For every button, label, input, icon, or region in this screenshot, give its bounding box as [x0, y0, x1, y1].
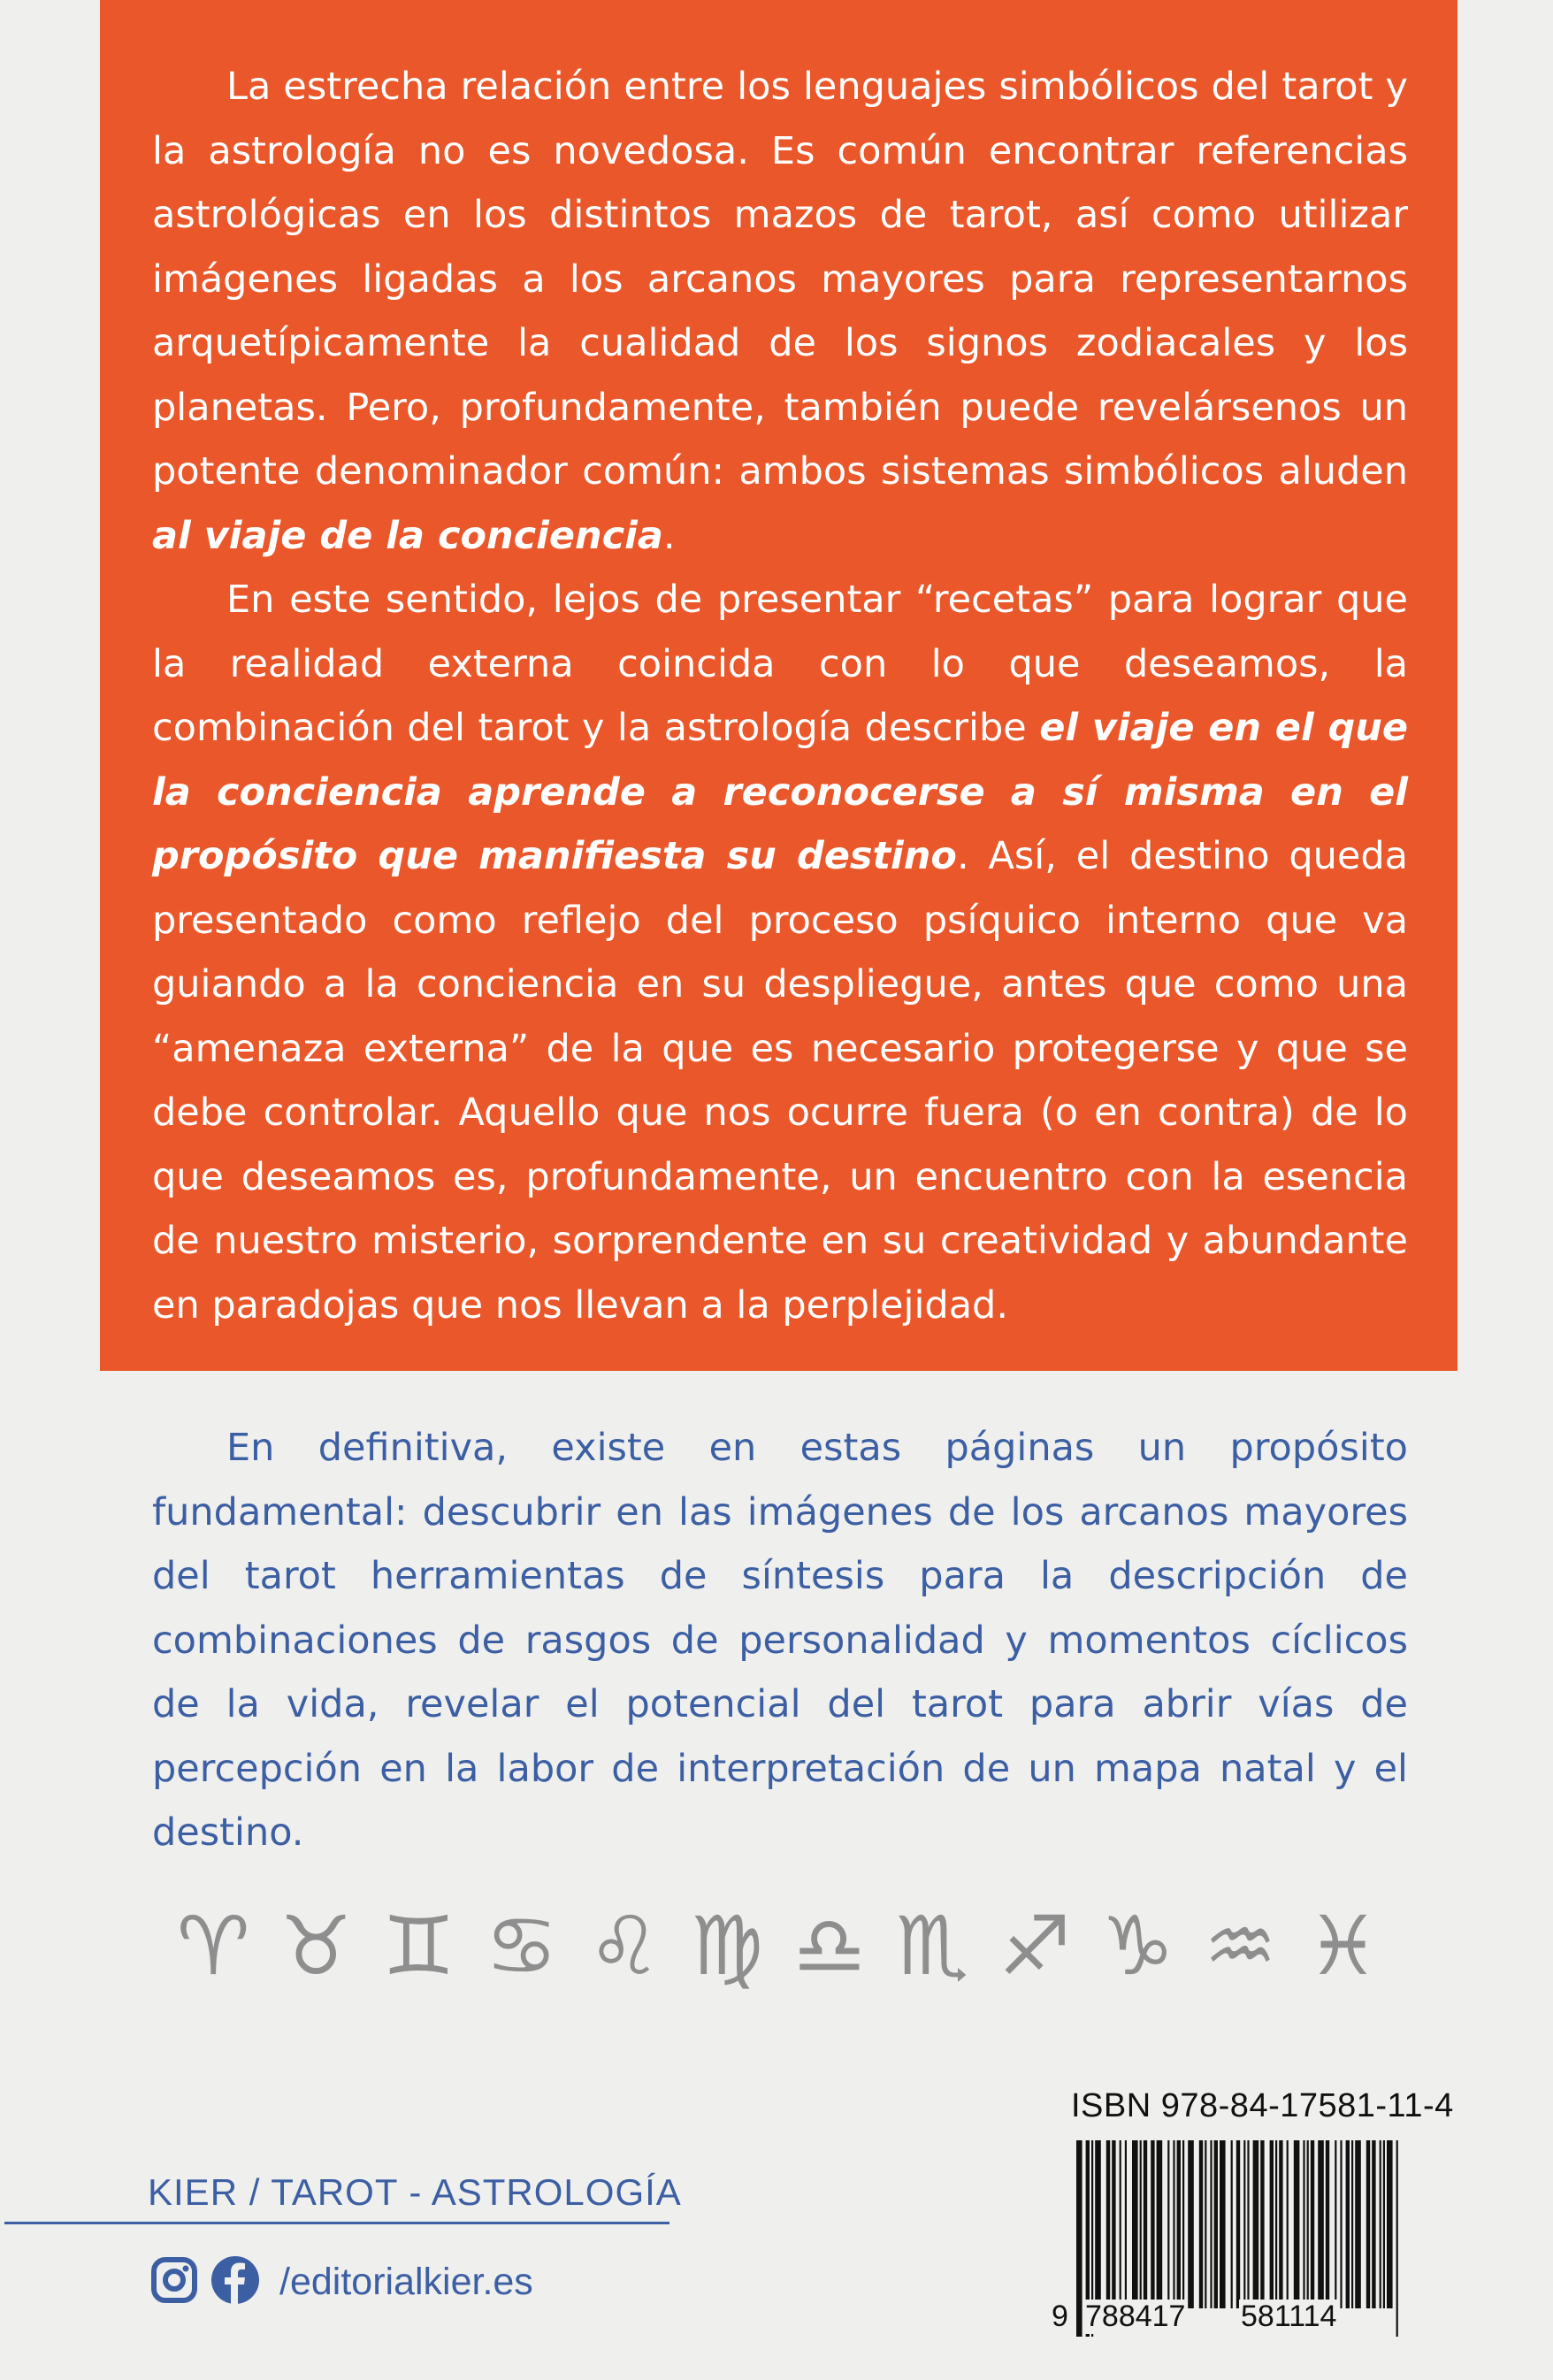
leo-icon: ♌︎ [587, 1898, 661, 1994]
barcode-bar [1260, 2140, 1264, 2308]
barcode-bar [1326, 2140, 1329, 2308]
social-handle[interactable]: /editorialkier.es [279, 2260, 533, 2303]
barcode-bar [1236, 2140, 1240, 2308]
barcode-bar [1205, 2140, 1206, 2308]
barcode-bar [1177, 2140, 1181, 2308]
synopsis-paragraph-2: En este sentido, lejos de presentar “recetas” para lograr que la realidad externa coincida con lo que deseamos, la combinación del tarot y la astrología describe el viaje en el que la conciencia aprende a reconocerse a sí misma en el propósito que manifiesta su destino. Así, el destino queda presentado como reflejo del proceso psíquico interno que va guiando a la conciencia en su despliegue, antes que como una “amenaza externa” de la que es necesario protegerse y que se debe controlar. Aquello que nos ocurre fuera (o en contra) de lo que deseamos es, profundamente, un encuentro con la esencia de nuestro misterio, sorprendente en su creatividad y abundante en paradojas que nos llevan a la perplejidad. [152, 578, 1409, 1328]
barcode-bar [1346, 2140, 1350, 2308]
barcode-bar [1182, 2140, 1184, 2308]
aquarius-icon: ♒︎ [1204, 1898, 1277, 1994]
cancer-icon: ♋︎ [485, 1898, 558, 1994]
barcode-bar [1106, 2140, 1110, 2308]
emphasis-2: el viaje en el que la conciencia aprende a reconocerse a sí misma en el propósito que manifiesta su destino [152, 706, 1409, 878]
barcode-bar [1303, 2140, 1304, 2308]
barcode-bar [1372, 2140, 1375, 2308]
barcode-bar [1125, 2140, 1127, 2308]
barcode-bar [1366, 2140, 1370, 2308]
scorpio-icon: ♏︎ [895, 1898, 969, 1994]
barcode-bar [1188, 2140, 1194, 2308]
barcode-bar [1247, 2140, 1249, 2308]
barcode-bar [1340, 2140, 1342, 2308]
barcode-bar [1275, 2140, 1277, 2308]
barcode-bar [1335, 2140, 1336, 2308]
synopsis-paragraph-3: En definitiva, existe en estas páginas un propósito fundamental: descubrir en las imágenes de los arcanos mayores del tarot herramientas de síntesis para la descripción de combinaciones de rasgos de personalidad y momentos cíclicos de la vida, revelar el potencial del tarot para abrir vías de percepción en la labor de interpretación de un mapa natal y el destino. [152, 1426, 1408, 1855]
barcode-bar [1157, 2140, 1163, 2308]
barcode-digits-right: 581114 [1241, 2300, 1337, 2333]
synopsis-paragraph-1: La estrecha relación entre los lenguajes simbólicos del tarot y la astrología no es novedosa. Es común encontrar referencias astrológicas en los distintos mazos de tarot, así como utilizar imágenes ligadas a los arcanos mayores para representarnos arquetípicamente la cualidad de los signos zodiacales y los planetas. Pero, profundamente, también puede revelársenos un potente denominador común: ambos sistemas simbólicos aluden al viaje de la conciencia. [152, 65, 1408, 558]
barcode-bar [1270, 2140, 1274, 2308]
barcode-bar [1387, 2140, 1393, 2308]
barcode-bar [1095, 2140, 1101, 2308]
barcode-bar [1120, 2140, 1121, 2308]
barcode-bar [1140, 2140, 1142, 2308]
barcode-bar [1214, 2140, 1218, 2308]
barcode-bar [1307, 2140, 1309, 2308]
barcode-bar [1311, 2140, 1314, 2308]
aries-icon: ♈︎ [177, 1898, 250, 1994]
barcode-digits-left: 788417 [1085, 2300, 1186, 2333]
pisces-icon: ♓︎ [1306, 1898, 1380, 1994]
barcode-bar [1294, 2140, 1300, 2308]
libra-icon: ♎︎ [792, 1898, 867, 1994]
facebook-icon[interactable] [210, 2255, 260, 2309]
barcode-bar [1253, 2140, 1259, 2308]
gemini-icon: ♊︎ [382, 1898, 455, 1994]
social-links [150, 2246, 533, 2317]
barcode-bar [1380, 2140, 1381, 2308]
barcode-bar [1220, 2140, 1226, 2308]
barcode-bar [1144, 2140, 1147, 2308]
barcode-bar [1287, 2140, 1289, 2308]
zodiac-row [177, 1884, 1380, 2008]
barcode-bar [1243, 2140, 1245, 2308]
barcode-digits [1050, 2300, 1407, 2344]
capricorn-icon: ♑︎ [1101, 1898, 1174, 1994]
emphasis-1: al viaje de la conciencia [152, 513, 663, 558]
instagram-icon[interactable] [150, 2256, 198, 2308]
barcode-bar [1318, 2140, 1324, 2308]
barcode-bar [1351, 2140, 1353, 2308]
series-divider [4, 2222, 669, 2224]
barcode-bar [1210, 2140, 1212, 2308]
barcode-bar [1167, 2140, 1169, 2308]
barcode-bar [1173, 2140, 1174, 2308]
barcode-digit-prefix: 9 [1052, 2300, 1068, 2333]
barcode-bar [1279, 2140, 1282, 2308]
barcode-bar [1112, 2140, 1115, 2308]
barcode-bar [1231, 2140, 1233, 2308]
barcode-bar [1355, 2140, 1361, 2308]
sagittarius-icon: ♐︎ [998, 1898, 1072, 1994]
barcode-bar [1199, 2140, 1203, 2308]
barcode-bar [1132, 2140, 1138, 2308]
barcode-bar [1383, 2140, 1385, 2308]
taurus-icon: ♉︎ [279, 1898, 353, 1994]
virgo-icon: ♍︎ [690, 1898, 764, 1994]
isbn-number: ISBN 978-84-17581-11-4 [1071, 2087, 1454, 2124]
series-label: KIER / TAROT - ASTROLOGÍA [148, 2171, 682, 2213]
barcode-bar [1151, 2140, 1154, 2308]
synopsis-blue [152, 1416, 1408, 1865]
synopsis-orange [152, 55, 1408, 1337]
